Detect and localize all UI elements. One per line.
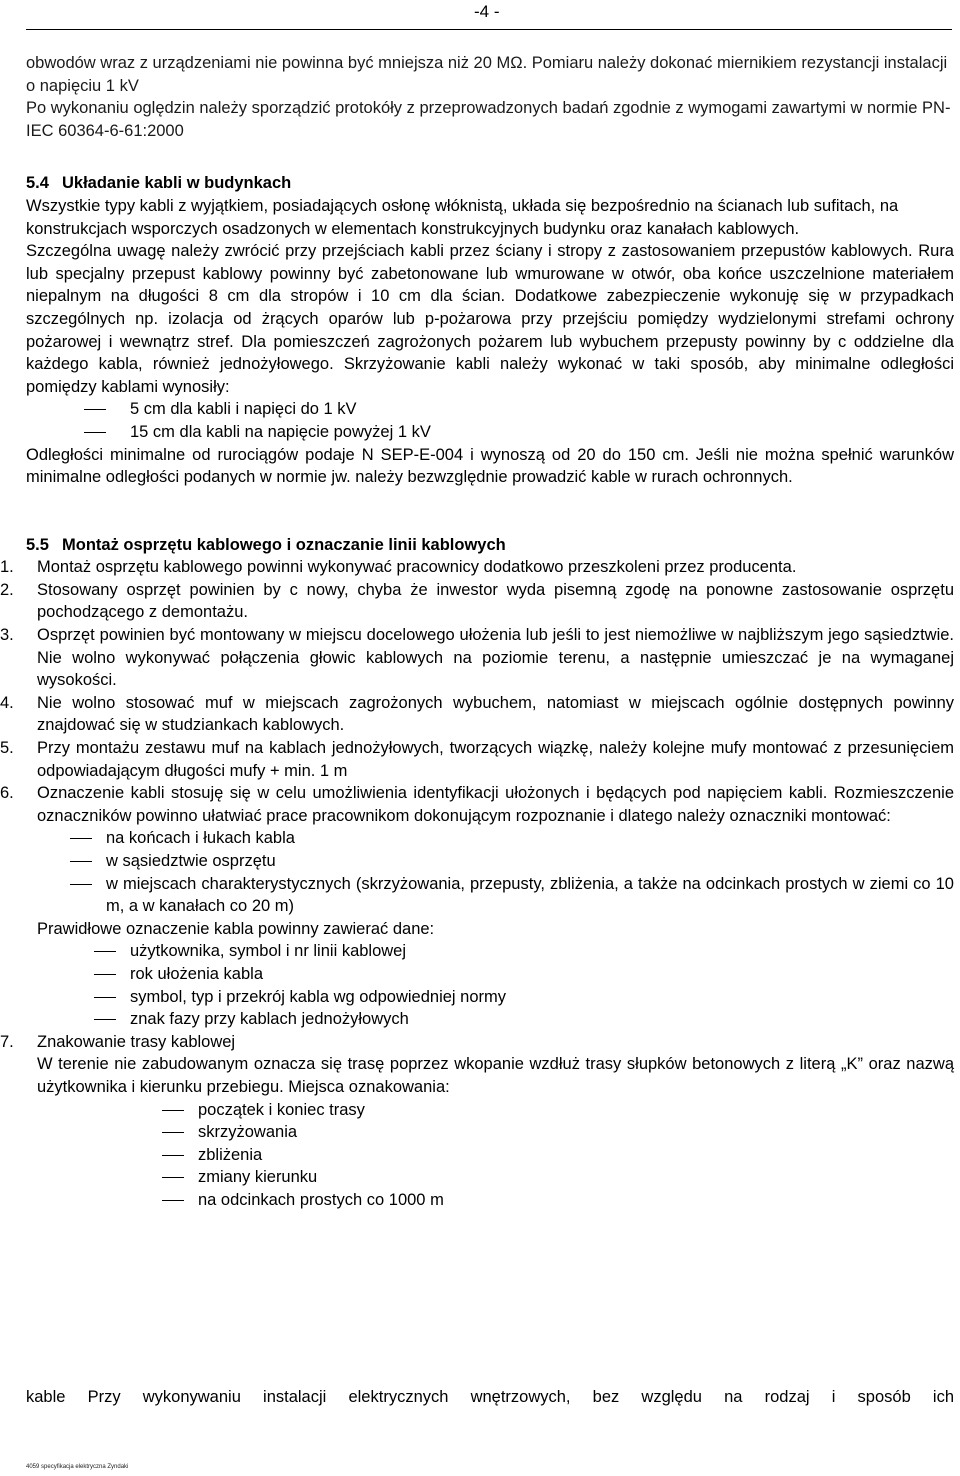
section-heading-5-5 — [26, 534, 954, 557]
list-item — [0, 579, 954, 624]
list-item — [0, 1031, 954, 1212]
item-text: Montaż osprzętu kablowego powinni wykonywać pracownicy dodatkowo przeszkoleni przez producenta. — [37, 558, 797, 577]
list-item — [0, 737, 954, 782]
numbered-list — [0, 556, 954, 1211]
item-number: 1. — [0, 558, 14, 577]
list-item: na końcach i łukach kabla — [26, 827, 954, 850]
list-item: w sąsiedztwie osprzętu — [26, 850, 954, 873]
item-number: 5. — [0, 739, 14, 758]
list-item — [0, 556, 954, 579]
intro-paragraph-1: obwodów wraz z urządzeniami nie powinna być mniejsza niż 20 MΩ. Pomiaru należy dokonać miernikiem rezystancji instalacji o napięciu 1 kV — [26, 54, 948, 95]
intro-paragraph-2: Po wykonaniu oględzin należy sporządzić protokóły z przeprowadzonych badań zgodnie z wymogami zawartymi w normie PN-IEC 60364-6-61:2000 — [26, 99, 951, 140]
section-heading-5-4 — [26, 172, 954, 195]
item-number: 4. — [0, 693, 14, 712]
item-text: W terenie nie zabudowanym oznacza się trasę poprzez wkopanie wzdłuż trasy słupków betonowych z literą „K” oraz nazwą użytkownika i kierunku przebiegu. Miejsca oznakowania: — [37, 1055, 954, 1096]
list-item: symbol, typ i przekrój kabla wg odpowiedniej normy — [26, 986, 954, 1009]
list-item: znak fazy przy kablach jednożyłowych — [26, 1008, 954, 1031]
document-body — [0, 52, 954, 1212]
list-item: użytkownika, symbol i nr linii kablowej — [26, 940, 954, 963]
list-item: 5 cm dla kabli i napięci do 1 kV — [26, 398, 954, 421]
header-rule — [26, 29, 952, 30]
section-number: 5.4 — [26, 174, 49, 193]
section-5-4-paragraph-1: Wszystkie typy kabli z wyjątkiem, posiadających osłonę włóknistą, układa się bezpośrednio na ścianach lub sufitach, na konstrukcjach wsporczych osadzonych w elementach konstrukcyjnych budynku oraz kanałach kablowych. — [26, 196, 899, 238]
list-item — [0, 782, 954, 1031]
distance-list — [26, 398, 954, 443]
item-title: Znakowanie trasy kablowej — [37, 1032, 236, 1051]
item-number: 2. — [0, 580, 14, 599]
list-item: zbliżenia — [26, 1144, 954, 1167]
item-number: 7. — [0, 1032, 14, 1051]
list-item: skrzyżowania — [26, 1121, 954, 1144]
label-data-list — [26, 940, 954, 1030]
section-title: Układanie kabli w budynkach — [62, 174, 292, 193]
label-data-intro: Prawidłowe oznaczenie kabla powinny zawierać dane: — [37, 919, 435, 938]
route-marks-list — [26, 1099, 954, 1212]
list-item: 15 cm dla kabli na napięcie powyżej 1 kV — [26, 421, 954, 444]
item-text: Osprzęt powinien być montowany w miejscu docelowego ułożenia lub jeśli to jest niemożliwe w najbliższym jego sąsiedztwie. Nie wolno wykonywać połączenia głowic kablowych na poziomie terenu, a następnie umieszczać je na wymaganej wysokości. — [37, 626, 954, 690]
list-item — [0, 624, 954, 692]
page-number: -4 - — [474, 2, 500, 21]
list-item: zmiany kierunku — [26, 1166, 954, 1189]
section-5-4-paragraph-3: Odległości minimalne od rurociągów podaje N SEP-E-004 i wynoszą od 20 do 150 cm. Jeśli nie można spełnić warunków minimalne odległości podanych w normie jw. należy bezwzględnie prowadzić kable w rurach ochronnych. — [26, 445, 954, 487]
item-text: Przy montażu zestawu muf na kablach jednożyłowych, tworzących wiązkę, należy kolejne mufy montować z przesunięciem odpowiadającym długości mufy + min. 1 m — [37, 739, 954, 780]
footer-text: 4059 specyfikacja elektryczna Zyndaki — [26, 1464, 129, 1470]
item-text: Stosowany osprzęt powinien by c nowy, chyba że inwestor wyda pisemną zgodę na ponowne zastosowanie osprzętu pochodzącego z demontażu. — [37, 580, 954, 622]
list-item: rok ułożenia kabla — [26, 963, 954, 986]
item-text: Oznaczenie kabli stosuję się w celu umożliwienia identyfikacji ułożonych i będących pod napięciem kabli. Rozmieszczenie oznaczników powinno ułatwiać prace pracownikom dokonującym rozpoznanie i dlatego należy oznaczniki montować: — [37, 784, 954, 825]
continuation-line: kable Przy wykonywaniu instalacji elektrycznych wnętrzowych, bez względu na rodzaj i sposób ich — [26, 1388, 954, 1406]
list-item — [0, 692, 954, 737]
section-number: 5.5 — [26, 535, 49, 554]
section-5-4-paragraph-2: Szczególna uwagę należy zwrócić przy przejściach kabli przez ściany i stropy z zastosowaniem przepustów kablowych. Rura lub specjalny przepust kablowy powinny być zabetonowane lub wmurowane w otwór, oba końce uszczelnione materiałem niepalnym na długości 8 cm dla stropów i 10 cm dla ścian. Dodatkowe zabezpieczenie wykonuję się w przypadkach szczególnych np. izolacja od żrących oparów lub p-pożarowa przy przejściu pomiędzy wydzielonymi strefami ochrony pożarowej i wewnątrz stref. Dla pomieszczeń zagrożonych pożarem lub wybuchem przepusty powinny by c oddzielne dla każdego kabla, również jednożyłowego. Skrzyżowanie kabli należy wykonać w taki sposób, aby minimalne odległości pomiędzy kablami wynosiły: — [26, 242, 954, 396]
list-item: początek i koniec trasy — [26, 1099, 954, 1122]
section-title: Montaż osprzętu kablowego i oznaczanie linii kablowych — [62, 535, 506, 554]
marker-placement-list — [26, 827, 954, 917]
list-item: na odcinkach prostych co 1000 m — [26, 1189, 954, 1212]
list-item: w miejscach charakterystycznych (skrzyżowania, przepusty, zbliżenia, a także na odcinkach prostych w ziemi co 10 m, a w kanałach co 20 m) — [26, 873, 954, 918]
item-number: 6. — [0, 784, 14, 803]
item-text: Nie wolno stosować muf w miejscach zagrożonych wybuchem, natomiast w miejscach ogólnie dostępnych powinny znajdować się w studziankach kablowych. — [37, 693, 954, 735]
item-number: 3. — [0, 626, 14, 645]
